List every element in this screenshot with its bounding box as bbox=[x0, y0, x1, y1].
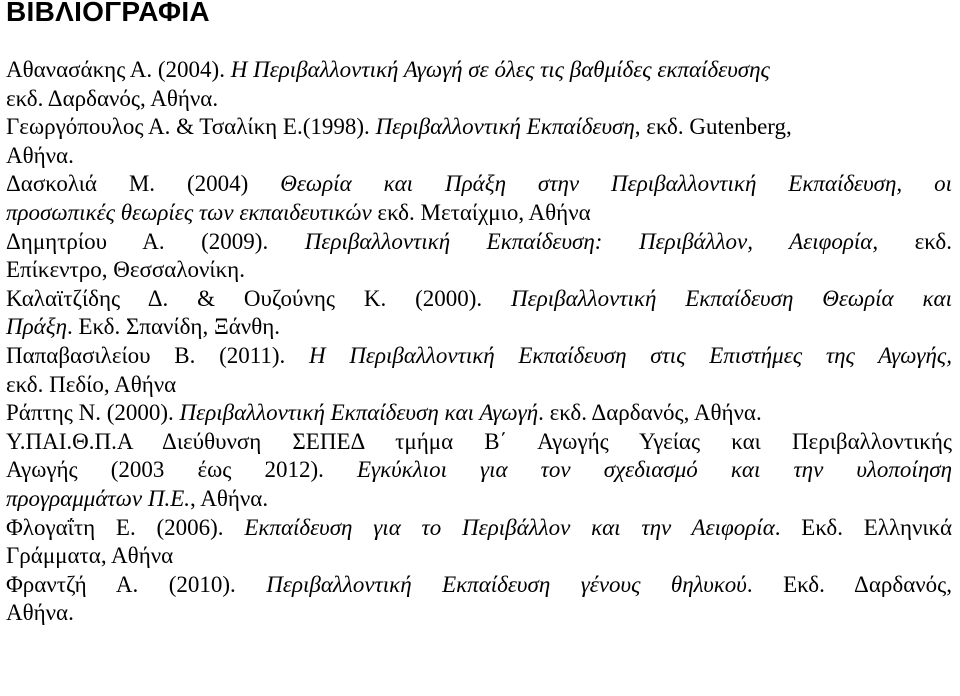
reference-text: . Εκδ. Σπανίδη, Ξάνθη. bbox=[66, 314, 280, 340]
reference-text: εκδ. Πεδίο, Αθήνα bbox=[6, 371, 177, 397]
reference-text: Φραντζή Α. (2010). bbox=[6, 571, 267, 597]
reference-title-text: Περιβαλλοντική Εκπαίδευση και Αγωγή bbox=[179, 400, 539, 426]
bibliography-list bbox=[6, 56, 952, 628]
reference-line bbox=[6, 428, 952, 457]
reference-line bbox=[6, 56, 952, 85]
reference-text: Αθανασάκης Α. (2004). bbox=[6, 57, 231, 82]
reference-text: Γράμματα, Αθήνα bbox=[6, 543, 174, 569]
reference-title-text: Εγκύκλιοι για τον σχεδιασμό και την υλοποίηση bbox=[356, 457, 952, 483]
reference-text: . Εκδ. Δαρδανός, bbox=[746, 571, 953, 597]
reference-text: Φλογαΐτη Ε. (2006). bbox=[6, 514, 245, 540]
reference-title-text: προγραμμάτων Π.Ε. bbox=[6, 485, 190, 511]
page-title: ΒΙΒΛΙΟΓΡΑΦΙΑ bbox=[6, 0, 210, 27]
reference-text: Καλαϊτζίδης Δ. & Ουζούνης Κ. (2000). bbox=[6, 285, 512, 311]
reference-title-text: Περιβαλλοντική Εκπαίδευση γένους θηλυκού bbox=[266, 571, 747, 597]
reference-line bbox=[6, 170, 952, 199]
reference-title-text: Εκπαίδευση για το Περιβάλλον και την Αειφορία bbox=[244, 514, 775, 540]
reference-text: Γεωργόπουλος Α. & Τσαλίκη Ε.(1998). bbox=[6, 114, 376, 140]
reference-text: Δημητρίου Α. (2009). bbox=[6, 228, 305, 254]
reference-line bbox=[6, 342, 952, 371]
reference-entry bbox=[6, 514, 952, 571]
reference-text: , εκδ. Gutenberg, bbox=[634, 114, 792, 140]
reference-text: εκδ. bbox=[878, 228, 952, 254]
reference-line bbox=[6, 199, 952, 228]
reference-title-text: Η Περιβαλλοντική Εκπαίδευση στις Επιστήμες της Αγωγής, bbox=[309, 342, 952, 368]
reference-title-text: Περιβαλλοντική Εκπαίδευση Θεωρία και bbox=[511, 285, 953, 311]
reference-text: Αγωγής (2003 έως 2012). bbox=[6, 457, 357, 483]
reference-entry bbox=[6, 113, 952, 170]
reference-text: Ράπτης Ν. (2000). bbox=[6, 400, 180, 426]
reference-line bbox=[6, 542, 952, 571]
reference-title-text: Θεωρία και Πράξη στην Περιβαλλοντική Εκπαίδευση, οι bbox=[280, 171, 952, 197]
reference-line bbox=[6, 399, 952, 428]
reference-title-text: Περιβαλλοντική Εκπαίδευση bbox=[375, 114, 635, 140]
reference-line bbox=[6, 285, 952, 314]
reference-title-text: Η Περιβαλλοντική Αγωγή σε όλες τις βαθμίδες εκπαίδευσης bbox=[230, 57, 770, 82]
reference-line bbox=[6, 228, 952, 257]
reference-text: Αθήνα. bbox=[6, 142, 74, 168]
reference-text: Αθήνα. bbox=[6, 600, 74, 626]
reference-line bbox=[6, 85, 952, 114]
reference-entry bbox=[6, 56, 952, 113]
reference-entry bbox=[6, 285, 952, 342]
reference-text: εκδ. Μεταίχμιο, Αθήνα bbox=[371, 199, 591, 225]
reference-title-text: Περιβαλλοντική Εκπαίδευση: Περιβάλλον, Αειφορία, bbox=[304, 228, 879, 254]
reference-entry bbox=[6, 342, 952, 399]
reference-title-text: Πράξη bbox=[6, 314, 67, 340]
reference-entry bbox=[6, 571, 952, 628]
reference-text: Δασκολιά Μ. (2004) bbox=[6, 171, 281, 197]
reference-entry bbox=[6, 428, 952, 514]
reference-line bbox=[6, 514, 952, 543]
reference-line bbox=[6, 256, 952, 285]
reference-text: Υ.ΠΑΙ.Θ.Π.Α Διεύθυνση ΣΕΠΕΔ τμήμα Β΄ Αγωγής Υγείας και Περιβαλλοντικής bbox=[6, 428, 952, 454]
reference-line bbox=[6, 313, 952, 342]
reference-text: Επίκεντρο, Θεσσαλονίκη. bbox=[6, 257, 245, 283]
reference-line bbox=[6, 599, 952, 628]
reference-text: . εκδ. Δαρδανός, Αθήνα. bbox=[538, 400, 762, 426]
reference-line bbox=[6, 485, 952, 514]
reference-line bbox=[6, 456, 952, 485]
reference-line bbox=[6, 571, 952, 600]
reference-entry bbox=[6, 399, 952, 428]
reference-text: εκδ. Δαρδανός, Αθήνα. bbox=[6, 85, 219, 111]
reference-line bbox=[6, 371, 952, 400]
reference-entry bbox=[6, 228, 952, 285]
reference-entry bbox=[6, 170, 952, 227]
reference-text: , Αθήνα. bbox=[190, 485, 269, 511]
reference-text: . Εκδ. Ελληνικά bbox=[774, 514, 952, 540]
reference-line bbox=[6, 113, 952, 142]
reference-line bbox=[6, 142, 952, 171]
reference-text: Παπαβασιλείου Β. (2011). bbox=[6, 342, 309, 368]
reference-title-text: προσωπικές θεωρίες των εκπαιδευτικών bbox=[6, 199, 372, 225]
